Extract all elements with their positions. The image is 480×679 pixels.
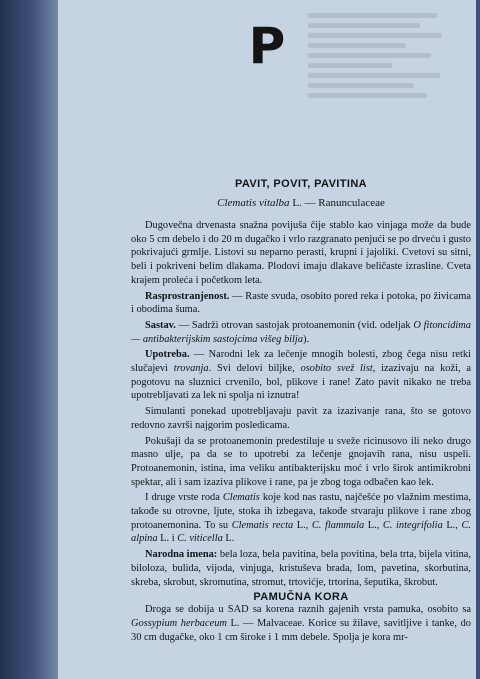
latin-name: Clematis vitalba L. — Ranunculaceae: [217, 197, 385, 209]
composition-paragraph: Sastav. — Sadrži otrovan sastojak protoanemonin (vid. odeljak O fitoncidima — antibakterijskim sastojcima višeg bilja).: [131, 319, 472, 345]
distribution-paragraph: Rasprostranjenost. — Raste svuda, osobito pored reka i potoka, po živicama i obodima šuma.: [131, 290, 471, 316]
other-species-paragraph: I druge vrste roda Clematis koje kod nas rastu, najčešće po vlažnim mestima, takođe su otrovne, ljute, stoka ih izbegava, takođe stvaraju plikove i rane zbog protoanemonina. To su Clematis recta L., C. flammula L., C. integrifolia L., C. alpina L. i C. viticella L.: [131, 492, 471, 545]
page-content: [131, 178, 471, 646]
description-paragraph: Dugovečna drvenasta snažna povijuša čije stablo kao vinjaga može da bude oko 5 cm debelo i do 20 m dugačko i vrlo razgranato penjući se po drveću i gusto pokrivajući grmlje. Listovi su neparno perasti, krupni i jajoliki. Cvetovi su sitni, beli i pokriveni belim dlakama. Plodovi imaju dlakave beličaste izrasline. Cveta krajem proleća i početkom leta.: [131, 220, 471, 286]
scan-left-edge: [0, 0, 58, 679]
folk-names-paragraph: Narodna imena: bela loza, bela pavitina, bela povitina, bela trta, bijela vitina, biloloza, bulida, vijoda, vinjuga, kristuševa brada, lom, pavetina, skorbutina, skreba, skrobut, skromutina, stromut, trtovićje, trtorina, šeputika, škrobut.: [131, 549, 472, 588]
cotton-bark-paragraph: Droga se dobija u SAD sa korena raznih gajenih vrsta pamuka, osobito sa Gossypium herbaceum L. — Malvaceae. Korice su žilave, savitljive i tanke, do 30 cm dugačke, oko 1 cm široke i 1 mm debele. Spolja je kora mr-: [131, 604, 471, 643]
entry-title-pavit: PAVIT, POVIT, PAVITINA: [234, 178, 368, 190]
book-page: [58, 0, 476, 679]
section-letter: P: [248, 17, 286, 75]
entry-title-pamucna-kora: PAMUČNA KORA: [253, 591, 349, 604]
usage-paragraph: Upotreba. — Narodni lek za lečenje mnogih bolesti, zbog čega nisu retki slučajevi trovanja. Svi delovi biljke, osobito svež list, izazivaju na koži, a pogotovu na sluznici crvenilo, bol, plikove i rane! Zato pavit nikako ne treba upotrebljavati za lek ni spolja ni iznutra!: [131, 349, 471, 402]
simulants-paragraph: Simulanti ponekad upotrebljavaju pavit za izazivanje rana, što se gotovo redovno završi najgorim posledicama.: [131, 406, 471, 431]
attempts-paragraph: Pokušaji da se protoanemonin predestiluje u sveže ricinusovo ili neko drugo masno ulje, pa da se to upotrebi za lečenje gnojavih rana, nisu uspeli. Protoanemonin, istina, ima veliku antibakterijsku moć i vrlo širok antimikrobni spektar, ali i sam izaziva plikove i rane, pa je zbog toga odbačen kao lek.: [131, 435, 471, 488]
